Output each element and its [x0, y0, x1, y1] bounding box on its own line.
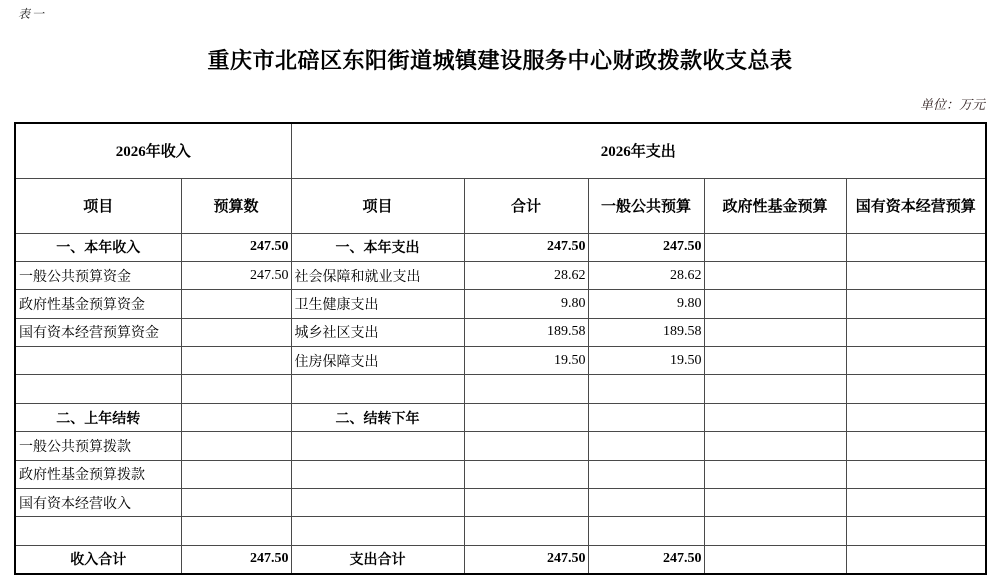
table-row — [15, 403, 986, 431]
table-cell: 9.80 — [464, 290, 588, 318]
table-cell: 28.62 — [588, 261, 704, 289]
table-cell — [464, 403, 588, 431]
table-cell — [704, 290, 846, 318]
table-cell: 二、结转下年 — [291, 403, 464, 431]
table-cell — [464, 517, 588, 545]
table-cell — [15, 347, 181, 375]
table-row — [15, 460, 986, 488]
table-cell — [846, 517, 986, 545]
table-cell: 二、上年结转 — [15, 403, 181, 431]
table-row — [15, 432, 986, 460]
table-header — [15, 123, 986, 233]
table-cell: 城乡社区支出 — [291, 318, 464, 346]
table-cell — [704, 545, 846, 573]
table-row — [15, 347, 986, 375]
column-header-row — [15, 178, 986, 233]
table-cell — [464, 432, 588, 460]
table-cell: 国有资本经营收入 — [15, 489, 181, 517]
table-row — [15, 290, 986, 318]
table-cell: 住房保障支出 — [291, 347, 464, 375]
table-cell — [181, 517, 291, 545]
table-body — [15, 233, 986, 574]
table-cell — [291, 375, 464, 403]
table-row — [15, 545, 986, 573]
table-cell — [704, 460, 846, 488]
table-cell — [846, 318, 986, 346]
table-cell — [181, 489, 291, 517]
table-cell — [181, 290, 291, 318]
table-cell — [846, 233, 986, 261]
table-cell — [291, 460, 464, 488]
table-cell: 189.58 — [464, 318, 588, 346]
table-cell — [181, 318, 291, 346]
table-cell: 247.50 — [181, 233, 291, 261]
table-row — [15, 489, 986, 517]
table-row — [15, 375, 986, 403]
table-cell — [846, 432, 986, 460]
table-cell: 247.50 — [588, 233, 704, 261]
table-cell — [464, 489, 588, 517]
table-cell: 28.62 — [464, 261, 588, 289]
table-cell — [181, 432, 291, 460]
table-cell — [704, 375, 846, 403]
table-cell — [704, 432, 846, 460]
table-cell: 247.50 — [588, 545, 704, 573]
table-cell — [291, 517, 464, 545]
table-cell: 247.50 — [181, 261, 291, 289]
table-cell — [464, 375, 588, 403]
table-cell: 政府性基金预算资金 — [15, 290, 181, 318]
table-cell: 247.50 — [181, 545, 291, 573]
table-cell: 19.50 — [464, 347, 588, 375]
group-header-row — [15, 123, 986, 178]
table-cell — [588, 403, 704, 431]
column-header: 预算数 — [181, 178, 291, 233]
table-cell — [181, 460, 291, 488]
table-cell — [846, 347, 986, 375]
table-cell — [846, 403, 986, 431]
table-cell: 政府性基金预算拨款 — [15, 460, 181, 488]
table-cell — [704, 347, 846, 375]
table-cell — [181, 347, 291, 375]
table-cell: 247.50 — [464, 233, 588, 261]
table-row — [15, 233, 986, 261]
column-header: 一般公共预算 — [588, 178, 704, 233]
table-cell: 19.50 — [588, 347, 704, 375]
page-title: 重庆市北碚区东阳街道城镇建设服务中心财政拨款收支总表 — [207, 48, 793, 73]
table-cell — [704, 318, 846, 346]
table-cell — [291, 432, 464, 460]
table-cell — [704, 403, 846, 431]
table-cell — [846, 375, 986, 403]
table-cell: 一、本年支出 — [291, 233, 464, 261]
income-group-header: 2026年收入 — [15, 123, 291, 178]
table-row — [15, 517, 986, 545]
table-cell — [846, 460, 986, 488]
column-header: 项目 — [291, 178, 464, 233]
table-cell: 收入合计 — [15, 545, 181, 573]
budget-table — [14, 122, 987, 575]
table-cell — [704, 233, 846, 261]
unit-note: 单位：万元 — [919, 97, 985, 112]
table-cell — [181, 375, 291, 403]
table-cell: 247.50 — [464, 545, 588, 573]
table-row — [15, 318, 986, 346]
table-cell — [846, 489, 986, 517]
table-cell — [15, 517, 181, 545]
table-cell — [464, 460, 588, 488]
table-cell: 9.80 — [588, 290, 704, 318]
table-cell — [181, 403, 291, 431]
table-row — [15, 261, 986, 289]
table-cell — [588, 375, 704, 403]
table-cell — [704, 261, 846, 289]
table-cell: 一般公共预算资金 — [15, 261, 181, 289]
table-cell — [846, 290, 986, 318]
table-cell — [588, 489, 704, 517]
column-header: 国有资本经营预算 — [846, 178, 986, 233]
table-cell — [846, 545, 986, 573]
table-cell — [588, 432, 704, 460]
table-cell: 支出合计 — [291, 545, 464, 573]
column-header: 政府性基金预算 — [704, 178, 846, 233]
table-cell — [588, 460, 704, 488]
table-cell — [704, 489, 846, 517]
table-cell: 189.58 — [588, 318, 704, 346]
table-index-label: 表一 — [18, 7, 47, 21]
column-header: 项目 — [15, 178, 181, 233]
expense-group-header: 2026年支出 — [291, 123, 986, 178]
column-header: 合计 — [464, 178, 588, 233]
table-cell: 社会保障和就业支出 — [291, 261, 464, 289]
table-cell — [704, 517, 846, 545]
table-cell — [846, 261, 986, 289]
table-cell — [15, 375, 181, 403]
table-cell: 国有资本经营预算资金 — [15, 318, 181, 346]
table-cell: 一般公共预算拨款 — [15, 432, 181, 460]
table-cell: 卫生健康支出 — [291, 290, 464, 318]
table-cell — [291, 489, 464, 517]
table-cell: 一、本年收入 — [15, 233, 181, 261]
table-cell — [588, 517, 704, 545]
